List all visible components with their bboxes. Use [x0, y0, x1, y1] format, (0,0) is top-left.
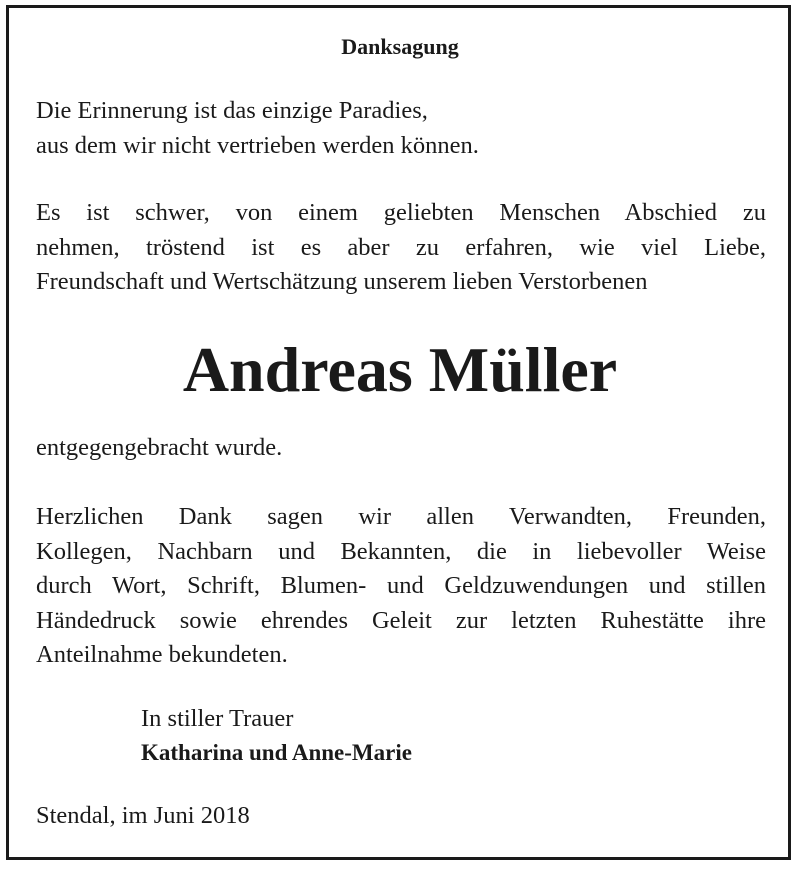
- after-name-line: entgegengebracht wurde.: [36, 434, 283, 461]
- after-name-text: [36, 431, 766, 466]
- quote-line: Die Erinnerung ist das einzige Paradies,: [36, 97, 428, 124]
- thanks-line: Anteilnahme bekundeten.: [36, 641, 288, 668]
- mourning-phrase: In stiller Trauer: [141, 705, 294, 732]
- memorial-quote: [36, 94, 766, 163]
- intro-line: Freundschaft und Wertschätzung unserem lieben Verstorbenen: [36, 268, 648, 295]
- thanks-line: Händedruck sowie ehrendes Geleit zur letzten Ruhestätte ihre: [36, 606, 766, 634]
- intro-paragraph: [36, 196, 766, 300]
- intro-line: nehmen, tröstend ist es aber zu erfahren, wie viel Liebe,: [36, 233, 766, 261]
- place-and-date: Stendal, im Juni 2018: [36, 802, 250, 829]
- thanks-line: durch Wort, Schrift, Blumen- und Geldzuwendungen und stillen: [36, 572, 766, 599]
- signoff: [141, 702, 412, 770]
- mourner-names: Katharina und Anne-Marie: [141, 740, 412, 765]
- thanks-line: Kollegen, Nachbarn und Bekannten, die in liebevoller Weise: [36, 537, 766, 565]
- intro-line: Es ist schwer, von einem geliebten Menschen Abschied zu: [36, 199, 766, 226]
- deceased-name: Andreas Müller: [182, 334, 618, 405]
- thanks-line: Herzlichen Dank sagen wir allen Verwandten, Freunden,: [36, 503, 766, 530]
- thanks-paragraph: [36, 500, 766, 673]
- notice-heading: Danksagung: [341, 34, 459, 59]
- quote-line: aus dem wir nicht vertrieben werden können.: [36, 131, 479, 159]
